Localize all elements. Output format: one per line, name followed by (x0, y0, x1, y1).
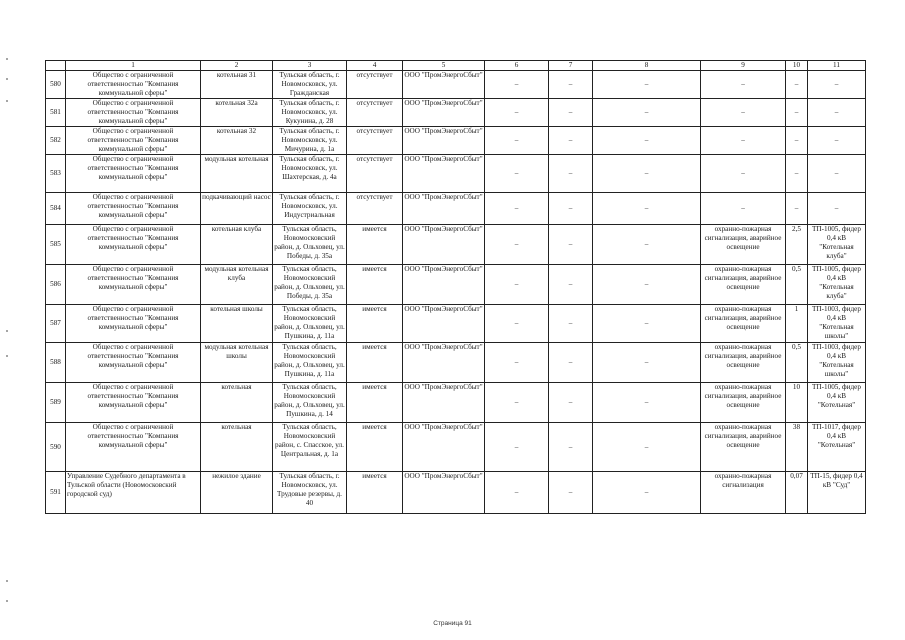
address-cell: Тульская область, г. Новомосковск, ул. Гражданская (273, 71, 347, 99)
row-number: 584 (46, 193, 66, 225)
supplier-cell: ООО "ПромЭнергоСбыт" (403, 71, 485, 99)
address-cell: Тульская область, Новомосковский район, д. Ольховец, ул. Пушкина, д. 11а (273, 343, 347, 383)
power-cell: 0,5 (786, 265, 808, 305)
dash-cell: – (549, 343, 593, 383)
organization-cell: Общество с ограниченной ответственностью "Компания коммунальной сферы" (66, 99, 201, 127)
column-header: 11 (808, 61, 866, 71)
object-cell: котельная (201, 383, 273, 423)
supplier-cell: ООО "ПромЭнергоСбыт" (403, 225, 485, 265)
table-row (46, 71, 866, 99)
power-cell: 10 (786, 383, 808, 423)
row-number: 588 (46, 343, 66, 383)
dash-cell: – (549, 225, 593, 265)
object-cell: нежилое здание (201, 472, 273, 514)
power-cell: 2,5 (786, 225, 808, 265)
object-cell: модульная котельная школы (201, 343, 273, 383)
power-cell: – (786, 99, 808, 127)
security-cell: имеется (347, 383, 403, 423)
column-header: 2 (201, 61, 273, 71)
feeder-cell: – (808, 127, 866, 155)
scan-mark (6, 58, 8, 60)
dash-cell: – (549, 472, 593, 514)
protection-cell: – (701, 127, 786, 155)
row-number: 580 (46, 71, 66, 99)
scan-mark (6, 330, 8, 332)
row-number: 581 (46, 99, 66, 127)
dash-cell: – (485, 423, 549, 472)
dash-cell: – (485, 305, 549, 343)
row-number: 582 (46, 127, 66, 155)
dash-cell: – (593, 423, 701, 472)
supplier-cell: ООО "ПромЭнергоСбыт" (403, 423, 485, 472)
address-cell: Тульская область, г. Новомосковск, ул. Кукунина, д. 28 (273, 99, 347, 127)
protection-cell: – (701, 155, 786, 193)
column-header: 9 (701, 61, 786, 71)
column-header: 1 (66, 61, 201, 71)
feeder-cell: ТП-1005, фидер 0,4 кВ "Котельная клуба" (808, 225, 866, 265)
security-cell: имеется (347, 472, 403, 514)
column-header: 10 (786, 61, 808, 71)
security-cell: имеется (347, 423, 403, 472)
registry-table (45, 60, 866, 514)
column-header: 3 (273, 61, 347, 71)
organization-cell: Общество с ограниченной ответственностью "Компания коммунальной сферы" (66, 193, 201, 225)
dash-cell: – (485, 225, 549, 265)
power-cell: 0,5 (786, 343, 808, 383)
table-row (46, 472, 866, 514)
feeder-cell: ТП-1003, фидер 0,4 кВ "Котельная школы" (808, 343, 866, 383)
power-cell: 38 (786, 423, 808, 472)
dash-cell: – (593, 265, 701, 305)
organization-cell: Общество с ограниченной ответственностью "Компания коммунальной сферы" (66, 225, 201, 265)
table-row (46, 99, 866, 127)
table-row (46, 155, 866, 193)
table-row (46, 423, 866, 472)
dash-cell: – (549, 265, 593, 305)
organization-cell: Общество с ограниченной ответственностью "Компания коммунальной сферы" (66, 305, 201, 343)
organization-cell: Общество с ограниченной ответственностью "Компания коммунальной сферы" (66, 383, 201, 423)
row-number: 589 (46, 383, 66, 423)
table-row (46, 305, 866, 343)
security-cell: имеется (347, 343, 403, 383)
dash-cell: – (485, 155, 549, 193)
protection-cell: охранно-пожарная сигнализация, аварийное освещение (701, 423, 786, 472)
row-number: 585 (46, 225, 66, 265)
dash-cell: – (549, 423, 593, 472)
dash-cell: – (549, 71, 593, 99)
protection-cell: охранно-пожарная сигнализация, аварийное освещение (701, 265, 786, 305)
dash-cell: – (485, 343, 549, 383)
dash-cell: – (549, 127, 593, 155)
table-row (46, 193, 866, 225)
row-number: 587 (46, 305, 66, 343)
power-cell: – (786, 71, 808, 99)
address-cell: Тульская область, Новомосковский район, д. Ольховец, ул. Победы, д. 35а (273, 225, 347, 265)
object-cell: котельная 32 (201, 127, 273, 155)
dash-cell: – (549, 99, 593, 127)
dash-cell: – (593, 225, 701, 265)
page-number: Страница 91 (433, 620, 472, 627)
column-header: 6 (485, 61, 549, 71)
dash-cell: – (593, 383, 701, 423)
address-cell: Тульская область, Новомосковский район, д. Ольховец, ул. Пушкина, д. 11а (273, 305, 347, 343)
feeder-cell: ТП-1017, фидер 0,4 кВ "Котельная" (808, 423, 866, 472)
table-row (46, 383, 866, 423)
dash-cell: – (485, 265, 549, 305)
scan-mark (6, 355, 8, 357)
column-header: 8 (593, 61, 701, 71)
table-row (46, 265, 866, 305)
address-cell: Тульская область, Новомосковский район, с. Спасское, ул. Центральная, д. 1а (273, 423, 347, 472)
feeder-cell: – (808, 155, 866, 193)
object-cell: котельная 31 (201, 71, 273, 99)
dash-cell: – (593, 127, 701, 155)
address-cell: Тульская область, Новомосковский район, д. Ольховец, ул. Пушкина, д. 14 (273, 383, 347, 423)
address-cell: Тульская область, г. Новомосковск, ул. Шахтерская, д. 4а (273, 155, 347, 193)
feeder-cell: ТП-1005, фидер 0,4 кВ "Котельная клуба" (808, 265, 866, 305)
column-header: 5 (403, 61, 485, 71)
table-row (46, 225, 866, 265)
protection-cell: охранно-пожарная сигнализация, аварийное освещение (701, 225, 786, 265)
supplier-cell: ООО "ПромЭнергоСбыт" (403, 193, 485, 225)
supplier-cell: ООО "ПромЭнергоСбыт" (403, 305, 485, 343)
row-number: 583 (46, 155, 66, 193)
protection-cell: охранно-пожарная сигнализация, аварийное освещение (701, 383, 786, 423)
column-header: 7 (549, 61, 593, 71)
security-cell: отсутствует (347, 193, 403, 225)
supplier-cell: ООО "ПромЭнергоСбыт" (403, 155, 485, 193)
table-row (46, 127, 866, 155)
address-cell: Тульская область, г. Новомосковск, ул. Мичурина, д. 1а (273, 127, 347, 155)
object-cell: котельная клуба (201, 225, 273, 265)
power-cell: – (786, 155, 808, 193)
organization-cell: Общество с ограниченной ответственностью "Компания коммунальной сферы" (66, 127, 201, 155)
organization-cell: Общество с ограниченной ответственностью "Компания коммунальной сферы" (66, 71, 201, 99)
feeder-cell: ТП-1005, фидер 0,4 кВ "Котельная" (808, 383, 866, 423)
protection-cell: охранно-пожарная сигнализация, аварийное освещение (701, 305, 786, 343)
scan-mark (6, 580, 8, 582)
dash-cell: – (593, 305, 701, 343)
dash-cell: – (549, 305, 593, 343)
dash-cell: – (593, 155, 701, 193)
feeder-cell: – (808, 193, 866, 225)
feeder-cell: – (808, 71, 866, 99)
organization-cell: Общество с ограниченной ответственностью "Компания коммунальной сферы" (66, 423, 201, 472)
supplier-cell: ООО "ПромЭнергоСбыт" (403, 127, 485, 155)
dash-cell: – (485, 71, 549, 99)
protection-cell: – (701, 99, 786, 127)
scan-mark (6, 100, 8, 102)
protection-cell: охранно-пожарная сигнализация (701, 472, 786, 514)
object-cell: модульная котельная клуба (201, 265, 273, 305)
security-cell: имеется (347, 225, 403, 265)
row-number: 591 (46, 472, 66, 514)
dash-cell: – (593, 99, 701, 127)
object-cell: котельная 32а (201, 99, 273, 127)
protection-cell: охранно-пожарная сигнализация, аварийное освещение (701, 343, 786, 383)
dash-cell: – (593, 193, 701, 225)
object-cell: котельная (201, 423, 273, 472)
security-cell: отсутствует (347, 155, 403, 193)
object-cell: котельная школы (201, 305, 273, 343)
supplier-cell: ООО "ПромЭнергоСбыт" (403, 265, 485, 305)
feeder-cell: – (808, 99, 866, 127)
dash-cell: – (593, 71, 701, 99)
dash-cell: – (485, 193, 549, 225)
column-header: 4 (347, 61, 403, 71)
protection-cell: – (701, 193, 786, 225)
dash-cell: – (485, 472, 549, 514)
address-cell: Тульская область, г. Новомосковск, ул. Трудовые резервы, д. 40 (273, 472, 347, 514)
power-cell: – (786, 127, 808, 155)
dash-cell: – (549, 383, 593, 423)
security-cell: имеется (347, 265, 403, 305)
supplier-cell: ООО "ПромЭнергоСбыт" (403, 383, 485, 423)
power-cell: – (786, 193, 808, 225)
row-number: 590 (46, 423, 66, 472)
address-cell: Тульская область, г. Новомосковск, ул. Индустриальная (273, 193, 347, 225)
power-cell: 1 (786, 305, 808, 343)
dash-cell: – (549, 155, 593, 193)
security-cell: отсутствует (347, 71, 403, 99)
organization-cell: Общество с ограниченной ответственностью "Компания коммунальной сферы" (66, 265, 201, 305)
table-header-row (46, 61, 866, 71)
organization-cell: Общество с ограниченной ответственностью "Компания коммунальной сферы" (66, 155, 201, 193)
security-cell: отсутствует (347, 127, 403, 155)
protection-cell: – (701, 71, 786, 99)
power-cell: 0,07 (786, 472, 808, 514)
scan-mark (6, 78, 8, 80)
supplier-cell: ООО "ПромЭнергоСбыт" (403, 472, 485, 514)
feeder-cell: ТП-15, фидер 0,4 кВ "Суд" (808, 472, 866, 514)
table-row (46, 343, 866, 383)
dash-cell: – (485, 127, 549, 155)
dash-cell: – (485, 99, 549, 127)
supplier-cell: ООО "ПромЭнергоСбыт" (403, 343, 485, 383)
column-header (46, 61, 66, 71)
supplier-cell: ООО "ПромЭнергоСбыт" (403, 99, 485, 127)
scan-mark (6, 600, 8, 602)
address-cell: Тульская область, Новомосковский район, д. Ольховец, ул. Победы, д. 35а (273, 265, 347, 305)
object-cell: модульная котельная (201, 155, 273, 193)
dash-cell: – (593, 343, 701, 383)
security-cell: имеется (347, 305, 403, 343)
organization-cell: Общество с ограниченной ответственностью "Компания коммунальной сферы" (66, 343, 201, 383)
feeder-cell: ТП-1003, фидер 0,4 кВ "Котельная школы" (808, 305, 866, 343)
organization-cell: Управление Судебного департамента в Тульской области (Новомосковский городской суд) (66, 472, 201, 514)
security-cell: отсутствует (347, 99, 403, 127)
row-number: 586 (46, 265, 66, 305)
dash-cell: – (593, 472, 701, 514)
dash-cell: – (485, 383, 549, 423)
object-cell: подкачивающий насос (201, 193, 273, 225)
dash-cell: – (549, 193, 593, 225)
